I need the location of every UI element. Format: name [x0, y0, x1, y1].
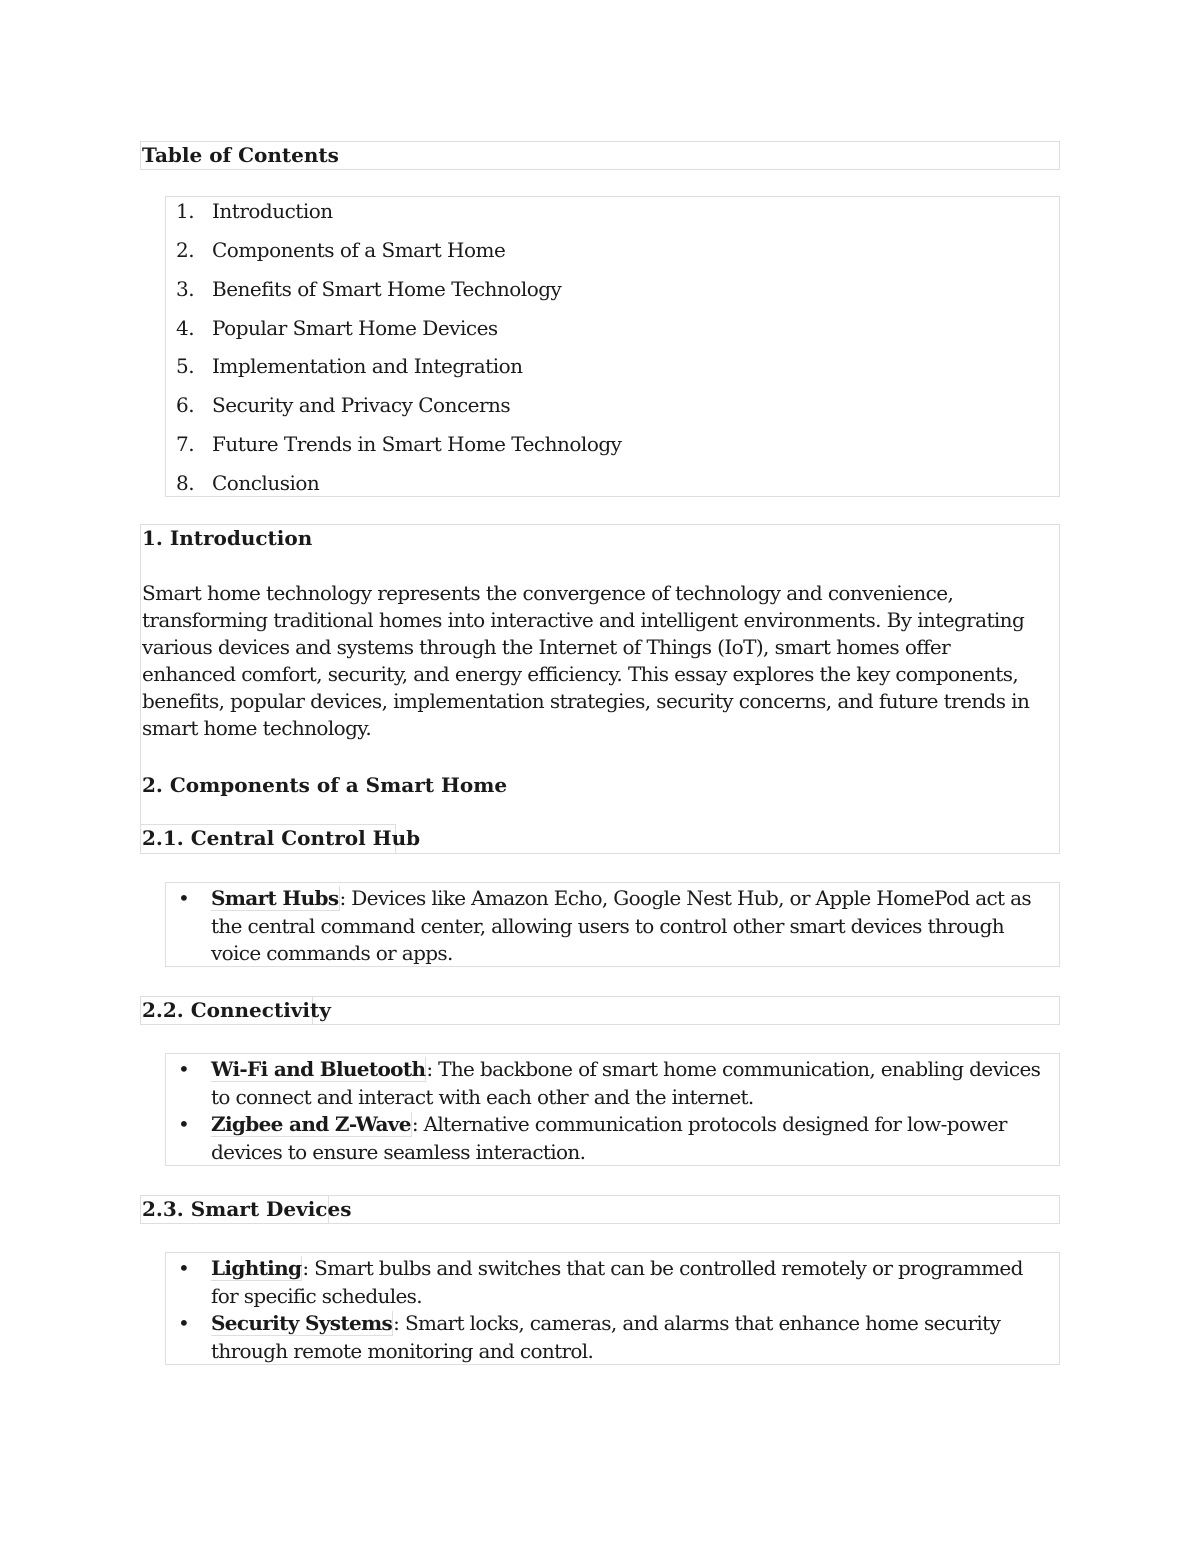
- item-desc: : Smart bulbs and switches that can be controlled remotely or programmed for specific schedules.: [211, 1256, 1023, 1308]
- bullet-icon: •: [178, 1057, 190, 1081]
- item-desc: : Alternative communication protocols designed for low-power devices to ensure seamless interaction.: [211, 1112, 1007, 1164]
- item-term: Smart Hubs: [211, 886, 339, 910]
- hub-list: [165, 882, 1060, 967]
- devices-list: [165, 1252, 1060, 1365]
- item-desc: : The backbone of smart home communication, enabling devices to connect and interact with each other and the internet.: [211, 1057, 1041, 1109]
- components-heading: 2. Components of a Smart Home: [142, 773, 508, 797]
- item-term: Lighting: [211, 1256, 302, 1280]
- item-term: Wi-Fi and Bluetooth: [211, 1057, 426, 1081]
- hub-heading: 2.1. Central Control Hub: [142, 826, 421, 850]
- hub-heading-box: [141, 824, 421, 854]
- connectivity-heading: 2.2. Connectivity: [142, 998, 331, 1022]
- devices-heading: 2.3. Smart Devices: [142, 1197, 352, 1221]
- toc-title-box: [140, 141, 1060, 170]
- item-desc: : Devices like Amazon Echo, Google Nest Hub, or Apple HomePod act as the central command center, allowing users to control other smart devices through voice commands or apps.: [211, 886, 1032, 965]
- item-term: Security Systems: [211, 1311, 393, 1335]
- bullet-icon: •: [178, 1256, 190, 1280]
- bullet-icon: •: [178, 1311, 190, 1335]
- toc-title: Table of Contents: [142, 143, 339, 167]
- intro-section: [140, 524, 1060, 854]
- bullet-icon: •: [178, 886, 190, 910]
- intro-paragraph: Smart home technology represents the convergence of technology and convenience, transforming traditional homes into interactive and intelligent environments. By integrating various devices and systems through the Internet of Things (IoT), smart homes offer enhanced comfort, security, and energy efficiency. This essay explores the key components, benefits, popular devices, implementation strategies, security concerns, and future trends in smart home technology.: [142, 581, 1030, 740]
- bullet-icon: •: [178, 1112, 190, 1136]
- toc-list: 1. Introduction 2. Components of a Smart Home 3. Benefits of Smart Home Technology 4. Popular Smart Home Devices 5. Implementation and Integration 6. Security and Privacy Concerns 7. Future Trends in Smart Home Technology 8. Conclusion: [165, 196, 1060, 497]
- item-desc: : Smart locks, cameras, and alarms that enhance home security through remote monitoring and control.: [211, 1311, 1001, 1363]
- devices-heading-box: [140, 1195, 1060, 1224]
- item-term: Zigbee and Z-Wave: [211, 1112, 411, 1136]
- intro-heading: 1. Introduction: [142, 526, 313, 550]
- connectivity-heading-box: [140, 996, 1060, 1025]
- connectivity-list: [165, 1053, 1060, 1166]
